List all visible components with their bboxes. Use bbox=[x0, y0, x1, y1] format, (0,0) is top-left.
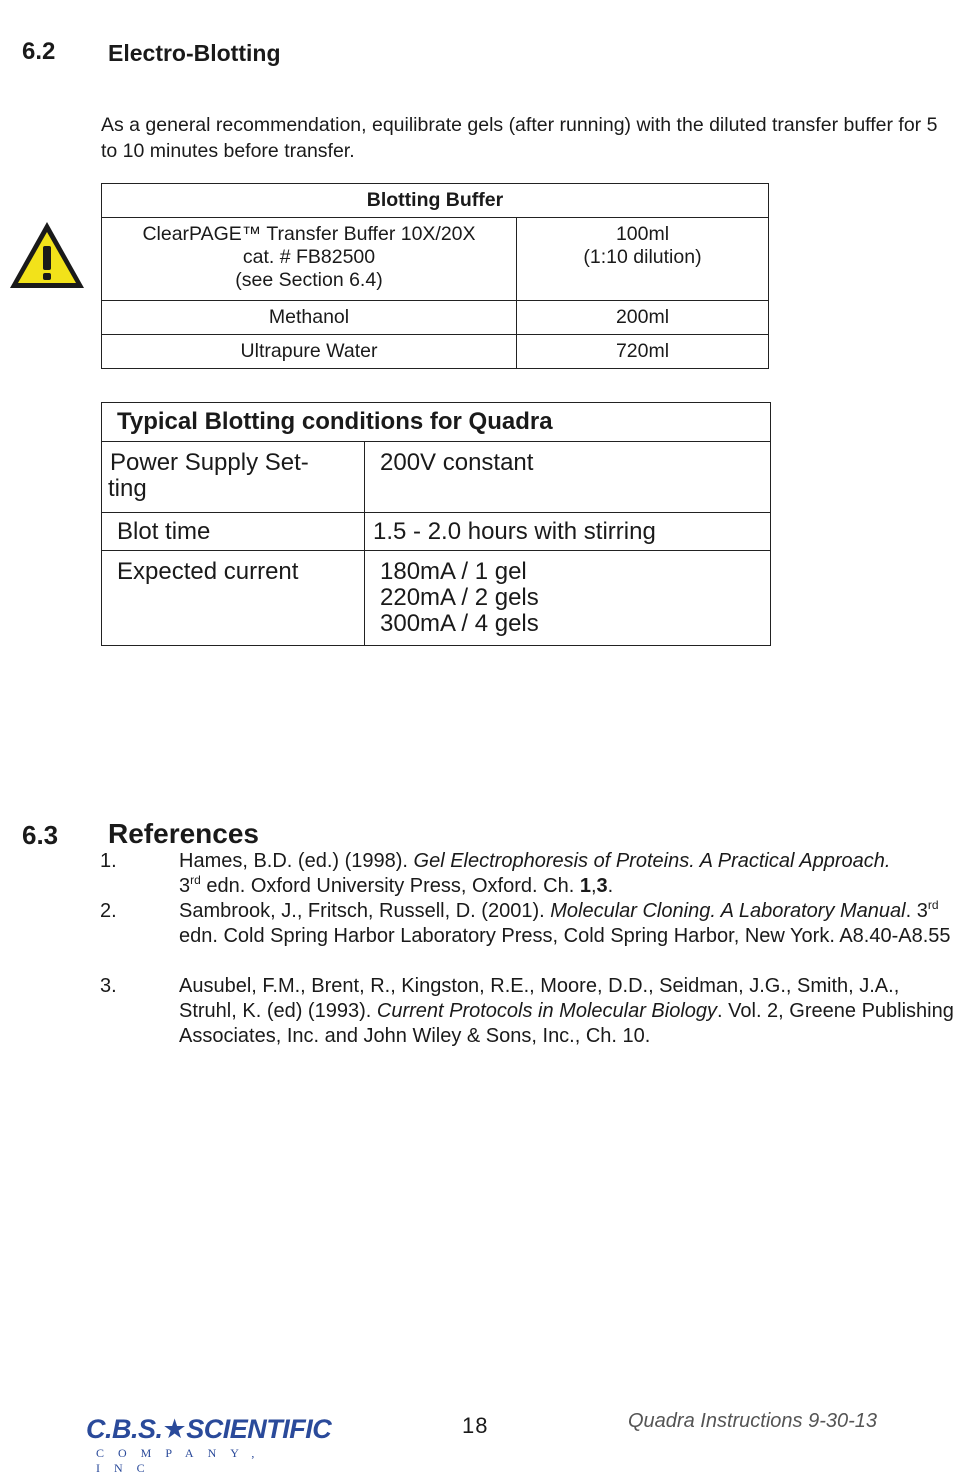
table-row bbox=[102, 218, 769, 301]
reference-number: 3. bbox=[100, 975, 117, 997]
buffer-item-cell: Methanol bbox=[102, 301, 517, 335]
buffer-dilution: (1:10 dilution) bbox=[583, 246, 702, 268]
reference-text: Sambrook, J., Fritsch, Russell, D. (2001). Molecular Cloning. A Laboratory Manual. 3rd edn. Cold Spring Harbor Laboratory Press, Cold Spring Harbor, New York. A8.40-A8.55 bbox=[179, 898, 951, 947]
blotting-conditions-table bbox=[101, 402, 771, 646]
table-row bbox=[102, 551, 771, 646]
buffer-item-cell: Ultrapure Water bbox=[102, 335, 517, 369]
buffer-item-line: ClearPAGE™ Transfer Buffer 10X/20X bbox=[142, 223, 476, 245]
condition-label-cell: Expected current bbox=[102, 551, 365, 646]
document-reference: Quadra Instructions 9-30-13 bbox=[628, 1410, 878, 1432]
condition-value-cell: 200V constant bbox=[365, 442, 771, 513]
buffer-amount: 100ml bbox=[615, 223, 670, 245]
page-number: 18 bbox=[462, 1413, 489, 1438]
table-row bbox=[102, 301, 769, 335]
section-6-3-number: 6.3 bbox=[22, 820, 59, 850]
current-value: 180mA / 1 gel bbox=[380, 558, 527, 585]
condition-label-cell bbox=[102, 442, 365, 513]
reference-text: Hames, B.D. (ed.) (1998). Gel Electrophoresis of Proteins. A Practical Approach. 3rd edn. Oxford University Press, Oxford. Ch. 1,3. bbox=[179, 850, 891, 897]
logo-wordmark: C.B.S.★SCIENTIFIC bbox=[86, 1414, 332, 1444]
condition-label: Power Supply Set- bbox=[110, 449, 309, 476]
reference-number: 1. bbox=[100, 850, 117, 872]
buffer-amount-cell bbox=[517, 218, 769, 301]
current-value: 220mA / 2 gels bbox=[380, 584, 539, 611]
warning-triangle-icon bbox=[7, 218, 87, 292]
blotting-buffer-header: Blotting Buffer bbox=[102, 184, 769, 218]
section-6-3-title: References bbox=[108, 818, 259, 849]
buffer-item-cell bbox=[102, 218, 517, 301]
conditions-header: Typical Blotting conditions for Quadra bbox=[102, 403, 771, 442]
intro-paragraph: As a general recommendation, equilibrate gels (after running) with the diluted transfer buffer for 5 to 10 minutes before transfer. bbox=[101, 114, 938, 162]
table-row bbox=[102, 335, 769, 369]
table-row bbox=[102, 513, 771, 551]
company-logo bbox=[86, 1414, 332, 1475]
buffer-catalog-number: cat. # FB82500 bbox=[242, 246, 376, 268]
blotting-buffer-table bbox=[101, 183, 769, 369]
section-6-2-number: 6.2 bbox=[22, 38, 56, 65]
logo-subtext: COMPANY, INC bbox=[96, 1446, 269, 1475]
table-row bbox=[102, 442, 771, 513]
reference-number: 2. bbox=[100, 900, 117, 922]
reference-text: Ausubel, F.M., Brent, R., Kingston, R.E., Moore, D.D., Seidman, J.G., Smith, J.A., Struhl, K. (ed) (1993). Current Protocols in Molecular Biology. Vol. 2, Greene Publishing Associates, Inc. and John Wiley & Sons, Inc., Ch. 10. bbox=[179, 975, 954, 1047]
buffer-amount-cell: 200ml bbox=[517, 301, 769, 335]
buffer-item-note: (see Section 6.4) bbox=[235, 269, 383, 291]
condition-label: ting bbox=[108, 475, 147, 502]
condition-value-cell: 1.5 - 2.0 hours with stirring bbox=[365, 513, 771, 551]
condition-label-cell: Blot time bbox=[102, 513, 365, 551]
section-6-2-title: Electro-Blotting bbox=[108, 40, 281, 66]
condition-value-cell bbox=[365, 551, 771, 646]
buffer-amount-cell: 720ml bbox=[517, 335, 769, 369]
current-value: 300mA / 4 gels bbox=[380, 610, 539, 637]
